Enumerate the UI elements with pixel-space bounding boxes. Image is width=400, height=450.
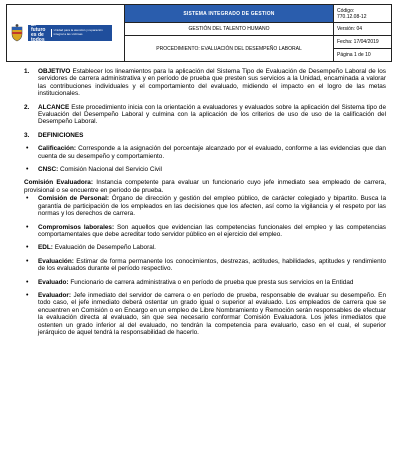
definition-item — [24, 145, 386, 160]
definition-text: Instancia competente para evaluar un funcionario cuyo jefe inmediato sea empleado de carrera, provisional o se encuentre en período de prueba. — [24, 179, 386, 194]
definitions-list-b — [24, 195, 386, 217]
definition-item — [24, 244, 386, 251]
section-text: Este procedimiento inicia con la orientación a evaluadores y evaluados sobre la aplicación del Sistema tipo de Evaluación del Desempeño Laboral y culmina con la aplicación de los criterios de uso de uso de la calificación del Desempeño Laboral. — [38, 103, 386, 126]
definition-item — [24, 258, 386, 273]
section-title: DEFINICIONES — [38, 131, 84, 139]
definition-text: Comisión Nacional del Servicio Civil — [58, 166, 162, 174]
definition-text: Órgano de dirección y gestión del empleo público, de carácter colegiado y bipartito. Busca la garantía de participación de los empleados en las decisiones que los afecten, así como la vigilancia y el respeto por las normas y los derechos de carrera. — [38, 195, 387, 218]
section-scope — [24, 104, 386, 126]
definition-text: Son aquellos que evidencian las competencias funcionales del empleo y las competencias comportamentales que debe acreditar todo servidor público en el ejercicio del empleo. — [38, 223, 386, 238]
management-area: GESTIÓN DEL TALENTO HUMANO — [125, 23, 334, 36]
definition-term: Compromisos laborales: — [38, 223, 115, 231]
definition-text: Evaluación de Desempeño Laboral. — [52, 244, 156, 252]
brand-logo — [28, 22, 112, 43]
definition-term: Comisión Evaluadora: — [24, 179, 93, 187]
code-value: 770.12.08-12 — [337, 13, 367, 20]
definition-item — [24, 224, 386, 239]
definition-term: CNSC: — [38, 166, 59, 174]
definition-text: Corresponde a la asignación del porcentaje alcanzado por el evaluado, conforme a las evidencias que dan cuenta de su desempeño y comportamiento. — [38, 145, 386, 160]
document-body — [24, 68, 386, 342]
code-cell — [334, 5, 392, 23]
section-number: 2. — [24, 103, 30, 111]
definition-term: Evaluado: — [38, 278, 69, 286]
section-number: 3. — [24, 131, 30, 139]
definition-term: Calificación: — [38, 145, 76, 153]
definition-item — [24, 195, 386, 217]
definitions-list-a — [24, 145, 386, 173]
section-number: 1. — [24, 68, 30, 75]
section-objective — [24, 68, 386, 98]
definition-text: Funcionario de carrera administrativa o en período de prueba que presta sus servicios en la Entidad — [68, 278, 354, 286]
definition-commission — [24, 179, 386, 194]
brand-name: El futuro es de todos — [31, 22, 46, 43]
definition-term: Evaluador: — [38, 291, 72, 299]
definition-text: Estimar de forma permanente los conocimientos, destrezas, actitudes, habilidades, aptitudes y rendimiento de los evaluados durante el período respectivo. — [38, 257, 386, 273]
definition-item — [24, 166, 386, 173]
logo-cell — [7, 5, 125, 62]
definitions-list-c — [24, 224, 386, 337]
definition-term: Evaluación: — [38, 257, 74, 265]
code-label: Código: — [337, 7, 355, 14]
definition-term: Comisión de Personal: — [38, 195, 109, 203]
section-text: Establecer los lineamientos para la aplicación del Sistema Tipo de Evaluación de Desempeño Laboral de los servidores de carrera administrativa y en período de prueba que presten sus servicios a la Unidad, encaminada a valorar las contribuciones individuales y el comportamiento del evaluado, midiendo el impacto en el logro de las metas institucionales. — [38, 68, 386, 98]
document-header — [6, 4, 392, 62]
version: Versión: 04 — [334, 23, 392, 36]
procedure-title: PROCEDIMIENTO: EVALUACIÓN DEL DESEMPEÑO LABORAL — [125, 36, 334, 62]
system-title: SISTEMA INTEGRADO DE GESTION — [125, 5, 334, 23]
brand-tagline: Unidad para la atención y reparación integral a las víctimas — [51, 29, 109, 36]
definition-item — [24, 292, 386, 336]
definition-text: Jefe inmediato del servidor de carrera o en período de prueba, responsable de evaluar su desempeño. En todo caso, el jefe inmediato deberá ostentar un grado igual o superior al evaluado. Los empleados de carrera que se encuentren en Comisión o en Encargo en un empleo de Libre Nombramiento y Remoción serán responsables de efectuar la evaluación directa al evaluado, sin que sea necesario conformar Comisión Evaluadora. Los jefes inmediatos que ostenten un grado inferior al del evaluado, no tendrán la competencia para evaluarlo, caso en el cual, el superior jerárquico de aquel tendrá la responsabilidad de hacerlo. — [38, 291, 386, 336]
definition-item — [24, 279, 386, 286]
coat-of-arms-icon — [10, 24, 24, 42]
section-definitions-heading — [24, 132, 386, 139]
date: Fecha: 17/04/2019 — [334, 36, 392, 49]
definition-term: EDL: — [38, 244, 53, 252]
section-keyword: OBJETIVO — [38, 68, 71, 75]
section-keyword: ALCANCE — [38, 103, 70, 111]
page-number: Página 1 de 10 — [334, 49, 392, 62]
